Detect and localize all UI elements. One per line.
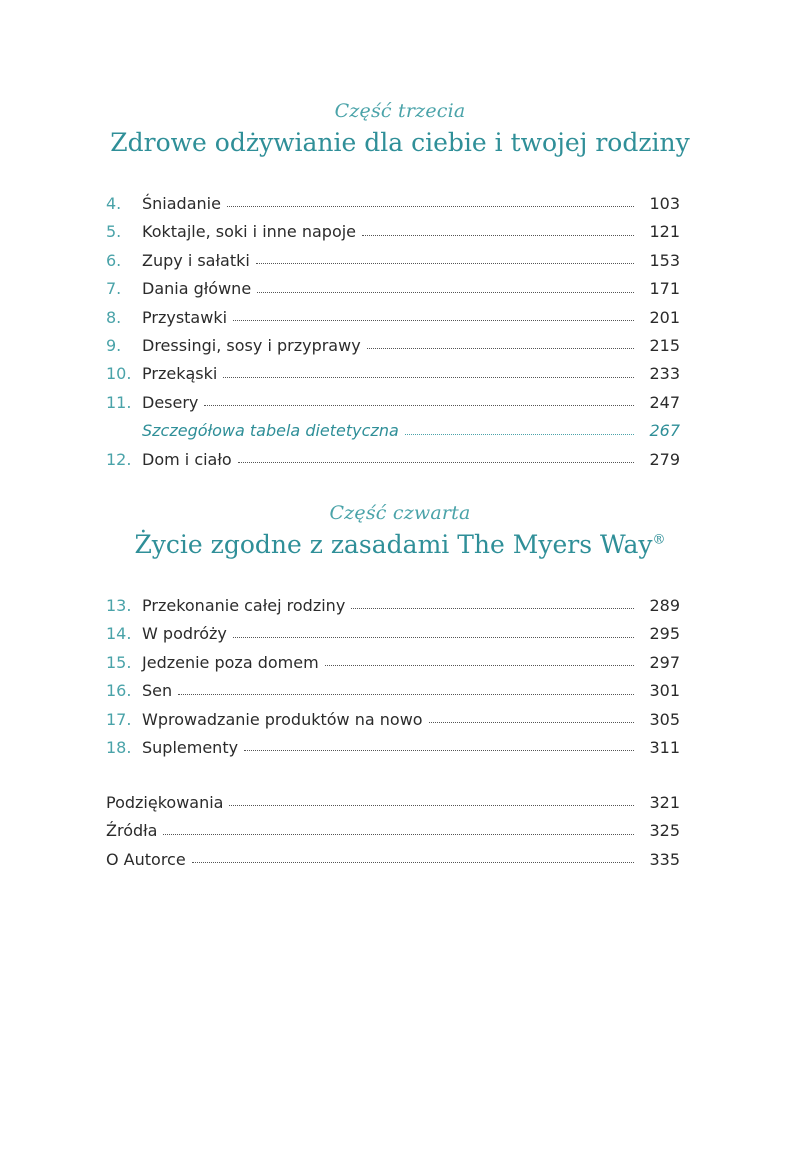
- page-number: 325: [649, 821, 680, 841]
- chapter-title: Sen: [142, 681, 173, 701]
- toc-entry[interactable]: [106, 706, 680, 734]
- page-number: 335: [649, 849, 680, 869]
- chapter-title: Suplementy: [142, 737, 239, 757]
- page-number: 311: [649, 737, 680, 757]
- page-number: 201: [649, 307, 680, 327]
- backmatter-toc: [106, 789, 680, 874]
- toc-entry[interactable]: [106, 620, 680, 648]
- chapter-number: 8.: [106, 307, 122, 327]
- chapter-number: 17.: [106, 709, 132, 729]
- dot-leader: [238, 462, 634, 463]
- toc-entry[interactable]: [106, 332, 680, 360]
- dot-leader: [257, 292, 634, 293]
- dot-leader: [233, 320, 634, 321]
- chapter-title: W podróży: [142, 624, 227, 644]
- toc-entry[interactable]: [106, 846, 680, 874]
- toc-entry[interactable]: [106, 360, 680, 388]
- dot-leader: [256, 263, 634, 264]
- chapter-title: Dania główne: [142, 279, 252, 299]
- dot-leader: [227, 206, 634, 207]
- page-number: 305: [649, 709, 680, 729]
- page-number: 103: [649, 194, 680, 213]
- toc-entry[interactable]: [106, 304, 680, 332]
- page-number: 267: [649, 421, 680, 441]
- page-number: 233: [649, 364, 680, 384]
- chapter-number: 18.: [106, 737, 132, 757]
- chapter-title: Przekąski: [142, 364, 218, 384]
- part3-label: Część trzecia: [334, 100, 466, 122]
- page-number: 297: [649, 652, 680, 672]
- part4-heading: [0, 502, 800, 559]
- chapter-title: Dressingi, sosy i przyprawy: [142, 335, 361, 355]
- chapter-number: 4.: [106, 194, 122, 213]
- toc-entry[interactable]: [106, 389, 680, 417]
- chapter-title: Przystawki: [142, 307, 228, 327]
- dot-leader: [362, 235, 634, 236]
- chapter-number: 9.: [106, 335, 122, 355]
- chapter-title: Śniadanie: [142, 194, 221, 213]
- chapter-title: Jedzenie poza domem: [142, 652, 319, 672]
- chapter-title: Szczegółowa tabela dietetyczna: [142, 421, 399, 441]
- toc-entry-nutrition-table[interactable]: [106, 417, 680, 445]
- dot-leader: [325, 665, 634, 666]
- part3-title: Zdrowe odżywianie dla ciebie i twojej rodziny: [110, 128, 690, 157]
- page-number: 247: [649, 392, 680, 412]
- chapter-number: 11.: [106, 392, 132, 412]
- dot-leader: [204, 405, 634, 406]
- entry-title: Źródła: [106, 821, 158, 841]
- dot-leader: [229, 805, 634, 806]
- dot-leader: [223, 377, 634, 378]
- dot-leader: [192, 862, 634, 863]
- dot-leader: [429, 722, 634, 723]
- page-number: 215: [649, 335, 680, 355]
- part4-title: [0, 530, 800, 559]
- chapter-number: 7.: [106, 279, 122, 299]
- page-number: 321: [649, 793, 680, 812]
- dot-leader: [405, 434, 634, 435]
- page-number: 289: [649, 596, 680, 615]
- dot-leader: [367, 348, 634, 349]
- entry-title: Podziękowania: [106, 793, 224, 812]
- part4-label: Część czwarta: [329, 502, 471, 524]
- registered-mark: ®: [652, 532, 666, 548]
- toc-entry[interactable]: [106, 592, 680, 620]
- toc-entry[interactable]: [106, 734, 680, 762]
- chapter-title: Zupy i sałatki: [142, 250, 250, 270]
- chapter-title: Przekonanie całej rodziny: [142, 596, 346, 615]
- chapter-number: 6.: [106, 250, 122, 270]
- page-number: 295: [649, 624, 680, 644]
- part4-title-text: Życie zgodne z zasadami The Myers Way: [134, 530, 653, 559]
- toc-entry[interactable]: [106, 817, 680, 845]
- part3-toc: [106, 190, 680, 474]
- page-number: 171: [649, 279, 680, 299]
- toc-entry[interactable]: [106, 275, 680, 303]
- dot-leader: [351, 608, 634, 609]
- entry-title: O Autorce: [106, 849, 186, 869]
- chapter-title: Dom i ciało: [142, 449, 232, 469]
- toc-entry[interactable]: [106, 247, 680, 275]
- toc-entry[interactable]: [106, 190, 680, 218]
- page-number: 279: [649, 449, 680, 469]
- part3-heading: [0, 100, 800, 157]
- toc-entry[interactable]: [106, 677, 680, 705]
- dot-leader: [233, 637, 634, 638]
- chapter-title: Desery: [142, 392, 199, 412]
- chapter-title: Koktajle, soki i inne napoje: [142, 222, 357, 242]
- chapter-title: Wprowadzanie produktów na nowo: [142, 709, 423, 729]
- toc-entry[interactable]: [106, 789, 680, 817]
- chapter-number: 13.: [106, 596, 132, 615]
- page-number: 121: [649, 222, 680, 242]
- chapter-number: 16.: [106, 681, 132, 701]
- dot-leader: [244, 750, 634, 751]
- chapter-number: 12.: [106, 449, 132, 469]
- chapter-number: 15.: [106, 652, 132, 672]
- part4-toc: [106, 592, 680, 762]
- chapter-number: 10.: [106, 364, 132, 384]
- dot-leader: [178, 694, 634, 695]
- chapter-number: 14.: [106, 624, 132, 644]
- toc-entry[interactable]: [106, 446, 680, 474]
- toc-entry[interactable]: [106, 218, 680, 246]
- toc-entry[interactable]: [106, 649, 680, 677]
- dot-leader: [163, 834, 634, 835]
- chapter-number: 5.: [106, 222, 122, 242]
- page-number: 153: [649, 250, 680, 270]
- page-number: 301: [649, 681, 680, 701]
